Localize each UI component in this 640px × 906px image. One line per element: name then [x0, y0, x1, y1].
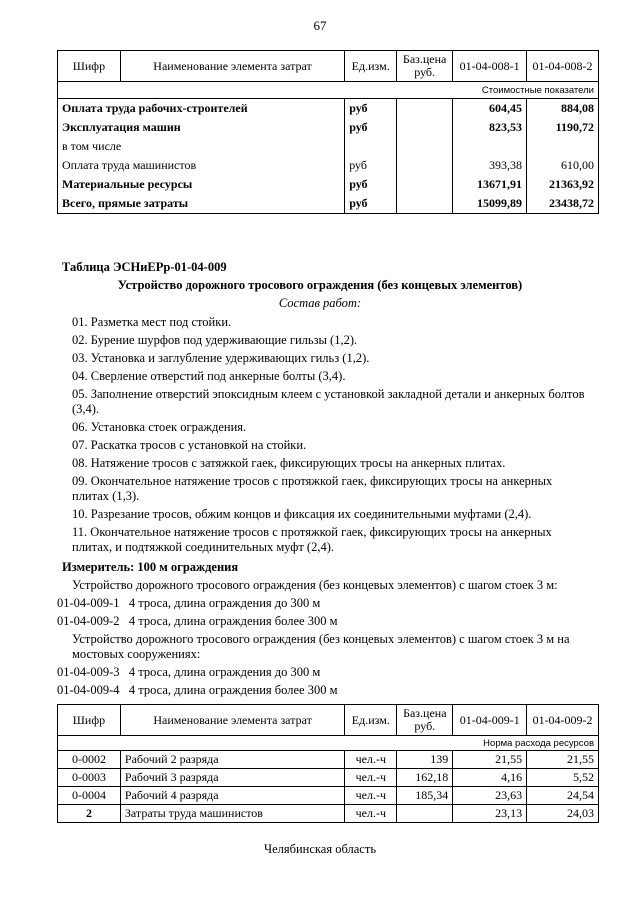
row-code: 2: [58, 805, 121, 823]
row-name: Оплата труда машинистов: [58, 156, 345, 175]
row-code: 0-0002: [58, 751, 121, 769]
row-value-1: [453, 137, 527, 156]
col-norm2-header: 01-04-009-2: [527, 705, 599, 736]
row-price: 185,34: [397, 787, 453, 805]
row-value-1: 4,16: [453, 769, 527, 787]
col-norm1-header: 01-04-008-1: [453, 51, 527, 82]
table-row: [58, 175, 599, 194]
measurement-unit: Измеритель: 100 м ограждения: [62, 560, 239, 574]
row-unit: чел.-ч: [345, 769, 397, 787]
row-value-1: 23,63: [453, 787, 527, 805]
row-value-1: 23,13: [453, 805, 527, 823]
row-price: [397, 805, 453, 823]
variant-code: 01-04-009-3: [57, 665, 120, 679]
table-subheader-row: [58, 82, 599, 99]
row-value-1: 15099,89: [453, 194, 527, 214]
row-unit: руб: [345, 175, 397, 194]
work-item: 08. Натяжение тросов с затяжкой гаек, фиксирующих тросы на анкерных плитах.: [72, 456, 506, 470]
row-name: Эксплуатация машин: [58, 118, 345, 137]
col-price-header: Баз.цена руб.: [397, 705, 453, 736]
row-unit: чел.-ч: [345, 751, 397, 769]
variant-text: 4 троса, длина ограждения более 300 м: [128, 683, 338, 697]
row-unit: руб: [345, 118, 397, 137]
variant-line: [57, 614, 338, 629]
table-row: [58, 751, 599, 769]
page-number: 67: [313, 18, 327, 33]
row-unit: руб: [345, 99, 397, 119]
work-item: 11. Окончательное натяжение тросов с протяжкой гаек, фиксирующих тросы на анкерных плитах, и подтяжкой соединительных муфт (2,4).: [72, 525, 552, 554]
resource-table-009: [57, 704, 599, 823]
row-value-1: 393,38: [453, 156, 527, 175]
table-label: Таблица ЭСНиЕРр-01-04-009: [62, 260, 227, 274]
row-value-2: 5,52: [527, 769, 599, 787]
subheader-label: Норма расхода ресурсов: [58, 736, 599, 751]
row-unit: чел.-ч: [345, 805, 397, 823]
variant-line: [57, 683, 338, 698]
work-item: 05. Заполнение отверстий эпоксидным клеем с установкой закладной детали и анкерных болтов (3,4).: [72, 387, 585, 416]
section-title: Устройство дорожного тросового ограждения (без концевых элементов): [117, 278, 523, 292]
row-value-2: 884,08: [527, 99, 599, 119]
work-item: 04. Сверление отверстий под анкерные болты (3,4).: [72, 369, 346, 383]
col-code-header: Шифр: [58, 705, 121, 736]
row-price: [397, 156, 453, 175]
work-item: 02. Бурение шурфов под удерживающие гильзы (1,2).: [72, 333, 358, 347]
col-norm1-header: 01-04-009-1: [453, 705, 527, 736]
table-row: [58, 137, 599, 156]
subheader-label: Стоимостные показатели: [58, 82, 599, 99]
variant-line: [57, 596, 320, 611]
row-unit: [345, 137, 397, 156]
row-value-2: 23438,72: [527, 194, 599, 214]
table-row: [58, 156, 599, 175]
row-price: 162,18: [397, 769, 453, 787]
table-row: [58, 118, 599, 137]
variant-description: Устройство дорожного тросового ограждения (без концевых элементов) с шагом стоек 3 м:: [72, 578, 558, 592]
row-value-2: 24,03: [527, 805, 599, 823]
row-value-1: 604,45: [453, 99, 527, 119]
table-row: [58, 769, 599, 787]
col-name-header: Наименование элемента затрат: [120, 705, 344, 736]
work-item: 03. Установка и заглубление удерживающих гильз (1,2).: [72, 351, 370, 365]
work-item: 07. Раскатка тросов с установкой на стойки.: [72, 438, 307, 452]
row-name: Рабочий 2 разряда: [120, 751, 344, 769]
row-unit: руб: [345, 156, 397, 175]
col-name-header: Наименование элемента затрат: [120, 51, 344, 82]
variant-code: 01-04-009-4: [57, 683, 120, 697]
row-value-1: 13671,91: [453, 175, 527, 194]
row-value-2: 21,55: [527, 751, 599, 769]
col-norm2-header: 01-04-008-2: [527, 51, 599, 82]
work-item: 10. Разрезание тросов, обжим концов и фиксация их соединительными муфтами (2,4).: [72, 507, 532, 521]
table-row: [58, 99, 599, 119]
row-value-2: 1190,72: [527, 118, 599, 137]
row-name: Рабочий 3 разряда: [120, 769, 344, 787]
col-code-header: Шифр: [58, 51, 121, 82]
variant-line: [57, 665, 320, 680]
row-name: Всего, прямые затраты: [58, 194, 345, 214]
variant-code: 01-04-009-2: [57, 614, 120, 628]
row-name: Оплата труда рабочих-строителей: [58, 99, 345, 119]
work-item: 01. Разметка мест под стойки.: [72, 315, 232, 329]
table-row: [58, 787, 599, 805]
row-price: [397, 137, 453, 156]
row-price: [397, 99, 453, 119]
row-unit: руб: [345, 194, 397, 214]
section-subtitle: Состав работ:: [278, 296, 362, 310]
row-code: 0-0003: [58, 769, 121, 787]
col-unit-header: Ед.изм.: [345, 705, 397, 736]
row-value-1: 823,53: [453, 118, 527, 137]
col-price-header: Баз.цена руб.: [397, 51, 453, 82]
row-name: Затраты труда машинистов: [120, 805, 344, 823]
row-price: [397, 175, 453, 194]
variant-text: 4 троса, длина ограждения более 300 м: [128, 614, 338, 628]
row-value-2: 24,54: [527, 787, 599, 805]
work-item: 06. Установка стоек ограждения.: [72, 420, 247, 434]
table-row: [58, 194, 599, 214]
work-item: 09. Окончательное натяжение тросов с протяжкой гаек, фиксирующих тросы на анкерных плитах (1,3).: [72, 474, 553, 503]
table-subheader-row: [58, 736, 599, 751]
row-value-2: 610,00: [527, 156, 599, 175]
variant-text: 4 троса, длина ограждения до 300 м: [128, 596, 321, 610]
row-name: Рабочий 4 разряда: [120, 787, 344, 805]
row-price: 139: [397, 751, 453, 769]
row-price: [397, 194, 453, 214]
row-name: в том числе: [58, 137, 345, 156]
row-value-1: 21,55: [453, 751, 527, 769]
row-value-2: 21363,92: [527, 175, 599, 194]
table-row: [58, 805, 599, 823]
variant-description: Устройство дорожного тросового ограждения (без концевых элементов) с шагом стоек 3 м на мостовых сооружениях:: [72, 632, 570, 661]
row-price: [397, 118, 453, 137]
table-header-row: [58, 51, 599, 82]
table-header-row: [58, 705, 599, 736]
variant-text: 4 троса, длина ограждения до 300 м: [128, 665, 321, 679]
page-footer: Челябинская область: [263, 842, 377, 856]
row-code: 0-0004: [58, 787, 121, 805]
col-unit-header: Ед.изм.: [345, 51, 397, 82]
row-unit: чел.-ч: [345, 787, 397, 805]
cost-table-008: [57, 50, 599, 214]
variant-code: 01-04-009-1: [57, 596, 120, 610]
row-value-2: [527, 137, 599, 156]
row-name: Материальные ресурсы: [58, 175, 345, 194]
